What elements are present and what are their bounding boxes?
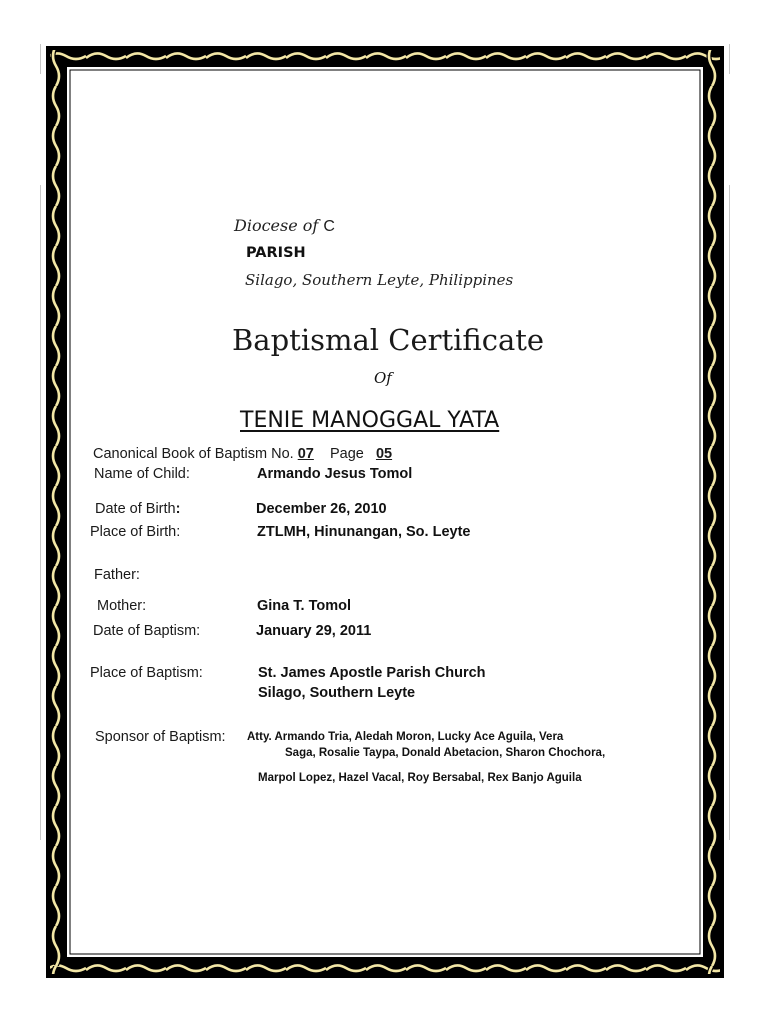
- border-right-wave: [704, 50, 720, 974]
- certificate-of: Of: [374, 369, 392, 387]
- sponsor-line1: Atty. Armando Tria, Aledah Moron, Lucky Ace Aguila, Vera: [247, 731, 564, 743]
- baptism-date-value: January 29, 2011: [256, 623, 372, 639]
- book-number: 07: [297, 446, 314, 462]
- page-number: 05: [375, 446, 393, 462]
- mother-value: Gina T. Tomol: [257, 598, 351, 614]
- child-value: Armando Jesus Tomol: [257, 466, 413, 482]
- mother-label: Mother:: [97, 598, 147, 614]
- parish-name: PARISH: [246, 245, 306, 261]
- child-label: Name of Child:: [94, 466, 190, 482]
- page-label: Page: [329, 446, 364, 462]
- birth-date-label-text: Date of Birth: [95, 501, 176, 517]
- border-bottom-wave: [50, 958, 720, 974]
- diocese-prefix: Diocese of: [234, 216, 319, 235]
- canonical-book-line: [93, 446, 392, 462]
- birth-place-label: Place of Birth:: [90, 524, 181, 540]
- baptism-place-line2: Silago, Southern Leyte: [258, 685, 416, 701]
- baptism-place-line1: St. James Apostle Parish Church: [258, 665, 486, 681]
- canonical-book-label: Canonical Book of Baptism No.: [93, 446, 294, 462]
- certificate-title: Baptismal Certificate: [232, 323, 545, 357]
- parish-location: Silago, Southern Leyte, Philippines: [245, 271, 514, 289]
- birth-date-label: [95, 501, 180, 517]
- birth-date-colon: :: [175, 501, 181, 517]
- sponsor-label: Sponsor of Baptism:: [95, 729, 226, 745]
- border-left-wave: [50, 50, 66, 974]
- sponsor-line3: Marpol Lopez, Hazel Vacal, Roy Bersabal, Rex Banjo Aguila: [258, 772, 582, 784]
- father-label: Father:: [94, 567, 140, 583]
- diocese-name: C: [323, 218, 335, 235]
- border-top-wave: [50, 50, 720, 66]
- birth-place-value: ZTLMH, Hinunangan, So. Leyte: [257, 524, 471, 540]
- sponsor-line2: Saga, Rosalie Taypa, Donald Abetacion, Sharon Chochora,: [285, 747, 606, 759]
- baptized-name: TENIE MANOGGAL YATA: [240, 408, 500, 433]
- baptism-place-label: Place of Baptism:: [90, 665, 203, 681]
- diocese-line: [234, 216, 335, 236]
- baptism-date-label: Date of Baptism:: [93, 623, 201, 639]
- birth-date-value: December 26, 2010: [256, 501, 387, 517]
